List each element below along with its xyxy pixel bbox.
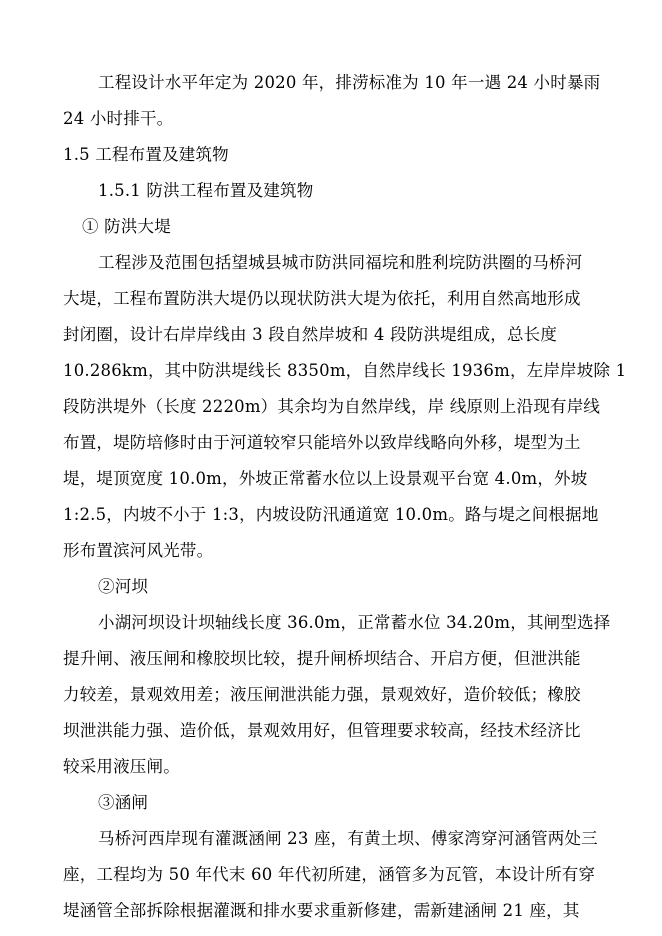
- paragraph-line: 大堤，工程布置防洪大堤仍以现状防洪大堤为依托，利用自然高地形成: [63, 289, 581, 308]
- section-heading: 1.5 工程布置及建筑物: [63, 145, 229, 164]
- paragraph-line: 堤，堤顶宽度 10.0m，外坡正常蓄水位以上设景观平台宽 4.0m，外坡: [63, 469, 588, 488]
- paragraph-line: 24 小时排干。: [63, 109, 174, 128]
- paragraph-line: 10.286km，其中防洪堤线长 8350m，自然岸线长 1936m，左岸岸坡除 1: [63, 361, 627, 380]
- paragraph-line: 坝泄洪能力强、造价低，景观效用好，但管理要求较高，经技术经济比: [63, 721, 581, 740]
- paragraph-line: 布置，堤防培修时由于河道较窄只能培外以致岸线略向外移，堤型为土: [63, 433, 581, 452]
- paragraph-line: 封闭圈，设计右岸岸线由 3 段自然岸坡和 4 段防洪堤组成，总长度: [63, 325, 558, 344]
- paragraph-line: 工程设计水平年定为 2020 年，排涝标准为 10 年一遇 24 小时暴雨: [98, 73, 601, 92]
- paragraph-line: 座，工程均为 50 年代末 60 年代初所建，涵管多为瓦管，本设计所有穿: [63, 865, 596, 884]
- subsection-heading: 1.5.1 防洪工程布置及建筑物: [98, 181, 314, 200]
- item-heading: ③涵闸: [98, 793, 149, 812]
- item-heading: ②河坝: [98, 577, 149, 596]
- paragraph-line: 小湖河坝设计坝轴线长度 36.0m，正常蓄水位 34.20m，其闸型选择: [98, 613, 611, 632]
- paragraph-line: 段防洪堤外（长度 2220m）其余均为自然岸线，岸 线原则上沿现有岸线: [63, 397, 601, 416]
- paragraph-line: 马桥河西岸现有灌溉涵闸 23 座，有黄土坝、傅家湾穿河涵管两处三: [98, 829, 598, 848]
- paragraph-line: 形布置滨河风光带。: [63, 541, 214, 560]
- paragraph-line: 堤涵管全部拆除根据灌溉和排水要求重新修建，需新建涵闸 21 座，其: [63, 901, 580, 920]
- paragraph-line: 提升闸、液压闸和橡胶坝比较，提升闸桥坝结合、开启方便，但泄洪能: [63, 649, 581, 668]
- item-heading: ① 防洪大堤: [82, 217, 171, 236]
- paragraph-line: 工程涉及范围包括望城县城市防洪同福垸和胜利垸防洪圈的马桥河: [98, 253, 583, 272]
- paragraph-line: 较采用液压闸。: [63, 757, 180, 776]
- paragraph-line: 1:2.5，内坡不小于 1:3，内坡设防汛通道宽 10.0m。路与堤之间根据地: [63, 505, 599, 524]
- paragraph-line: 力较差，景观效用差；液压闸泄洪能力强，景观效好，造价较低；橡胶: [63, 685, 581, 704]
